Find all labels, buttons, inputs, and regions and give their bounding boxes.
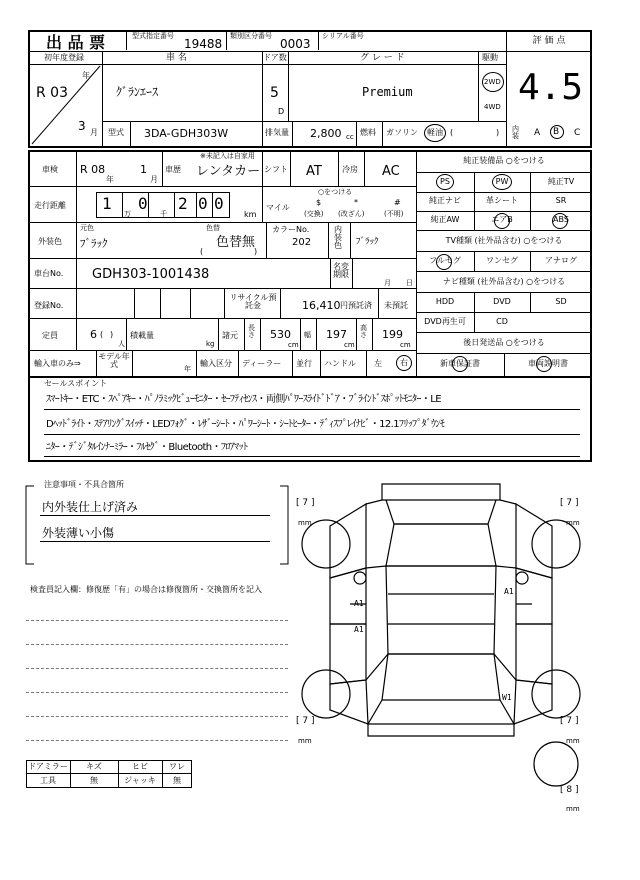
- doors-value: 5: [270, 85, 279, 101]
- usage-label: 車歴: [165, 165, 181, 174]
- fuel-label: 燃料: [360, 128, 376, 137]
- damage-mark: A1: [354, 625, 364, 634]
- mileage-label: 走行距離: [34, 201, 66, 210]
- shift-value: AT: [306, 164, 322, 179]
- mileage-digit: 0: [138, 194, 148, 213]
- name-label: 車 名: [166, 53, 187, 63]
- chassis-label: 車台No.: [34, 269, 64, 278]
- type-no: 19488: [184, 37, 223, 51]
- notes-bracket: [24, 480, 290, 570]
- damage-mark: W1: [502, 693, 512, 702]
- notes-label: 注意事項・不具合箇所: [44, 480, 124, 489]
- mileage-digit: 0: [214, 194, 224, 213]
- capacity-label: 定員: [42, 331, 58, 340]
- grade-value: Premium: [362, 85, 413, 99]
- displacement-label: 排気量: [265, 128, 289, 137]
- tire-rr: [ 7 ]: [560, 716, 579, 726]
- form-title: 出 品 票: [46, 33, 106, 52]
- mile-label: マイル: [266, 203, 290, 212]
- sales-points-label: セールスポイント: [44, 379, 108, 388]
- length-value: 530: [270, 328, 291, 341]
- tire-fr: [ 7 ]: [560, 498, 579, 508]
- chassis-value: GDH303-1001438: [92, 267, 210, 282]
- ac-label: 冷房: [342, 165, 358, 174]
- fuel-gasoline: ガソリン: [386, 128, 418, 137]
- mileage-digit: 2: [178, 194, 188, 213]
- tire-spare: [ 8 ]: [560, 785, 579, 795]
- shaken-label: 車検: [42, 165, 58, 174]
- grade-score-label: 評 価 点: [532, 36, 566, 46]
- grade-score: 4.5: [518, 67, 584, 108]
- note-line: 内外装仕上げ済み: [42, 500, 139, 514]
- shift-label: シフト: [264, 165, 288, 174]
- category-label: 類別区分番号: [230, 32, 272, 40]
- serial-label: シリアル番号: [322, 32, 364, 40]
- mileage-digit: 0: [198, 194, 208, 213]
- orig-color: ﾌﾞﾗｯｸ: [80, 237, 108, 250]
- fuel-diesel: 軽油: [427, 128, 443, 137]
- type-no-label: 型式指定番号: [132, 32, 174, 40]
- inspector-label: 検査員記入欄：修復歴「有」の場合は修復箇所・交換箇所を記入: [30, 585, 262, 594]
- usage-value: レンタカー: [196, 164, 261, 179]
- vehicle-name: ｸﾞﾗﾝｴｰｽ: [116, 85, 159, 99]
- model-value: 3DA-GDH303W: [144, 127, 229, 140]
- interior-label: 内装: [512, 125, 519, 140]
- doors-label: ドア数: [263, 53, 287, 62]
- equipment-title: 純正装備品 ○をつける: [463, 156, 545, 165]
- first-reg-year: R 03: [36, 85, 68, 101]
- ac-value: AC: [382, 164, 400, 179]
- first-reg-label: 初年度登録: [44, 53, 84, 62]
- car-diagram: [290, 474, 590, 814]
- model-label: 型式: [108, 128, 124, 137]
- color-no: 202: [292, 237, 312, 248]
- grade-label: グ レ ー ド: [360, 53, 405, 63]
- int-color: ﾌﾞﾗｯｸ: [356, 237, 379, 247]
- first-reg-month: 3: [78, 119, 86, 133]
- tire-fl: [ 7 ]: [296, 498, 315, 508]
- mileage-digit: 1: [102, 194, 112, 213]
- sales-point-line: ｽﾏｰﾄｷｰ・ETC・ｽﾍﾟｱｷｰ・ﾊﾟﾉﾗﾐｯｸﾋﾞｭｰﾓﾆﾀｰ・ｾｰﾌﾃｨｾﾝｽ・両側ﾊﾟﾜｰｽﾗｲﾄﾞﾄﾞｱ・ﾌﾞﾗｲﾝﾄﾞｽﾎﾟｯﾄﾓﾆﾀｰ・LE: [46, 394, 441, 405]
- color-label: 外装色: [38, 237, 62, 246]
- reg-no-label: 登録No.: [34, 301, 64, 310]
- damage-mark: A1: [354, 599, 364, 608]
- sales-point-line: Dﾍｯﾄﾞﾗｲﾄ・ｽﾃｱﾘﾝｸﾞｽｲｯﾁ・LEDﾌｫｸﾞ・ﾚｻﾞｰｼｰﾄ・ﾊﾟﾜｰｼｰﾄ・ｼｰﾄﾋｰﾀｰ・ﾃﾞｨｽﾌﾟﾚｲﾅﾋﾞ・12.1ﾌﾘｯﾌﾟﾀﾞｳﾝﾓ: [46, 419, 445, 430]
- drive-label: 駆動: [482, 53, 498, 62]
- recycle-value: 16,410: [302, 299, 341, 312]
- category-no: 0003: [280, 37, 311, 51]
- drive-2wd: 2WD: [484, 78, 501, 86]
- drive-4wd: 4WD: [484, 103, 501, 111]
- damage-mark: A1: [504, 587, 514, 596]
- height-value: 199: [382, 328, 403, 341]
- repaint-value: 色替無: [216, 235, 256, 250]
- capacity-value: 6: [90, 328, 97, 341]
- shaken-month: 1: [140, 163, 147, 176]
- tire-rl: [ 7 ]: [296, 716, 315, 726]
- width-value: 197: [326, 328, 347, 341]
- shaken-year: R 08: [80, 163, 106, 176]
- displacement-value: 2,800: [310, 127, 342, 140]
- note-line: 外装薄い小傷: [42, 526, 115, 540]
- sales-point-line: ﾆﾀｰ・ﾃﾞｼﾞﾀﾙｲﾝﾅｰﾐﾗｰ・ﾌﾙｾｸﾞ・Bluetooth・ﾌﾛｱﾏｯﾄ: [46, 442, 248, 453]
